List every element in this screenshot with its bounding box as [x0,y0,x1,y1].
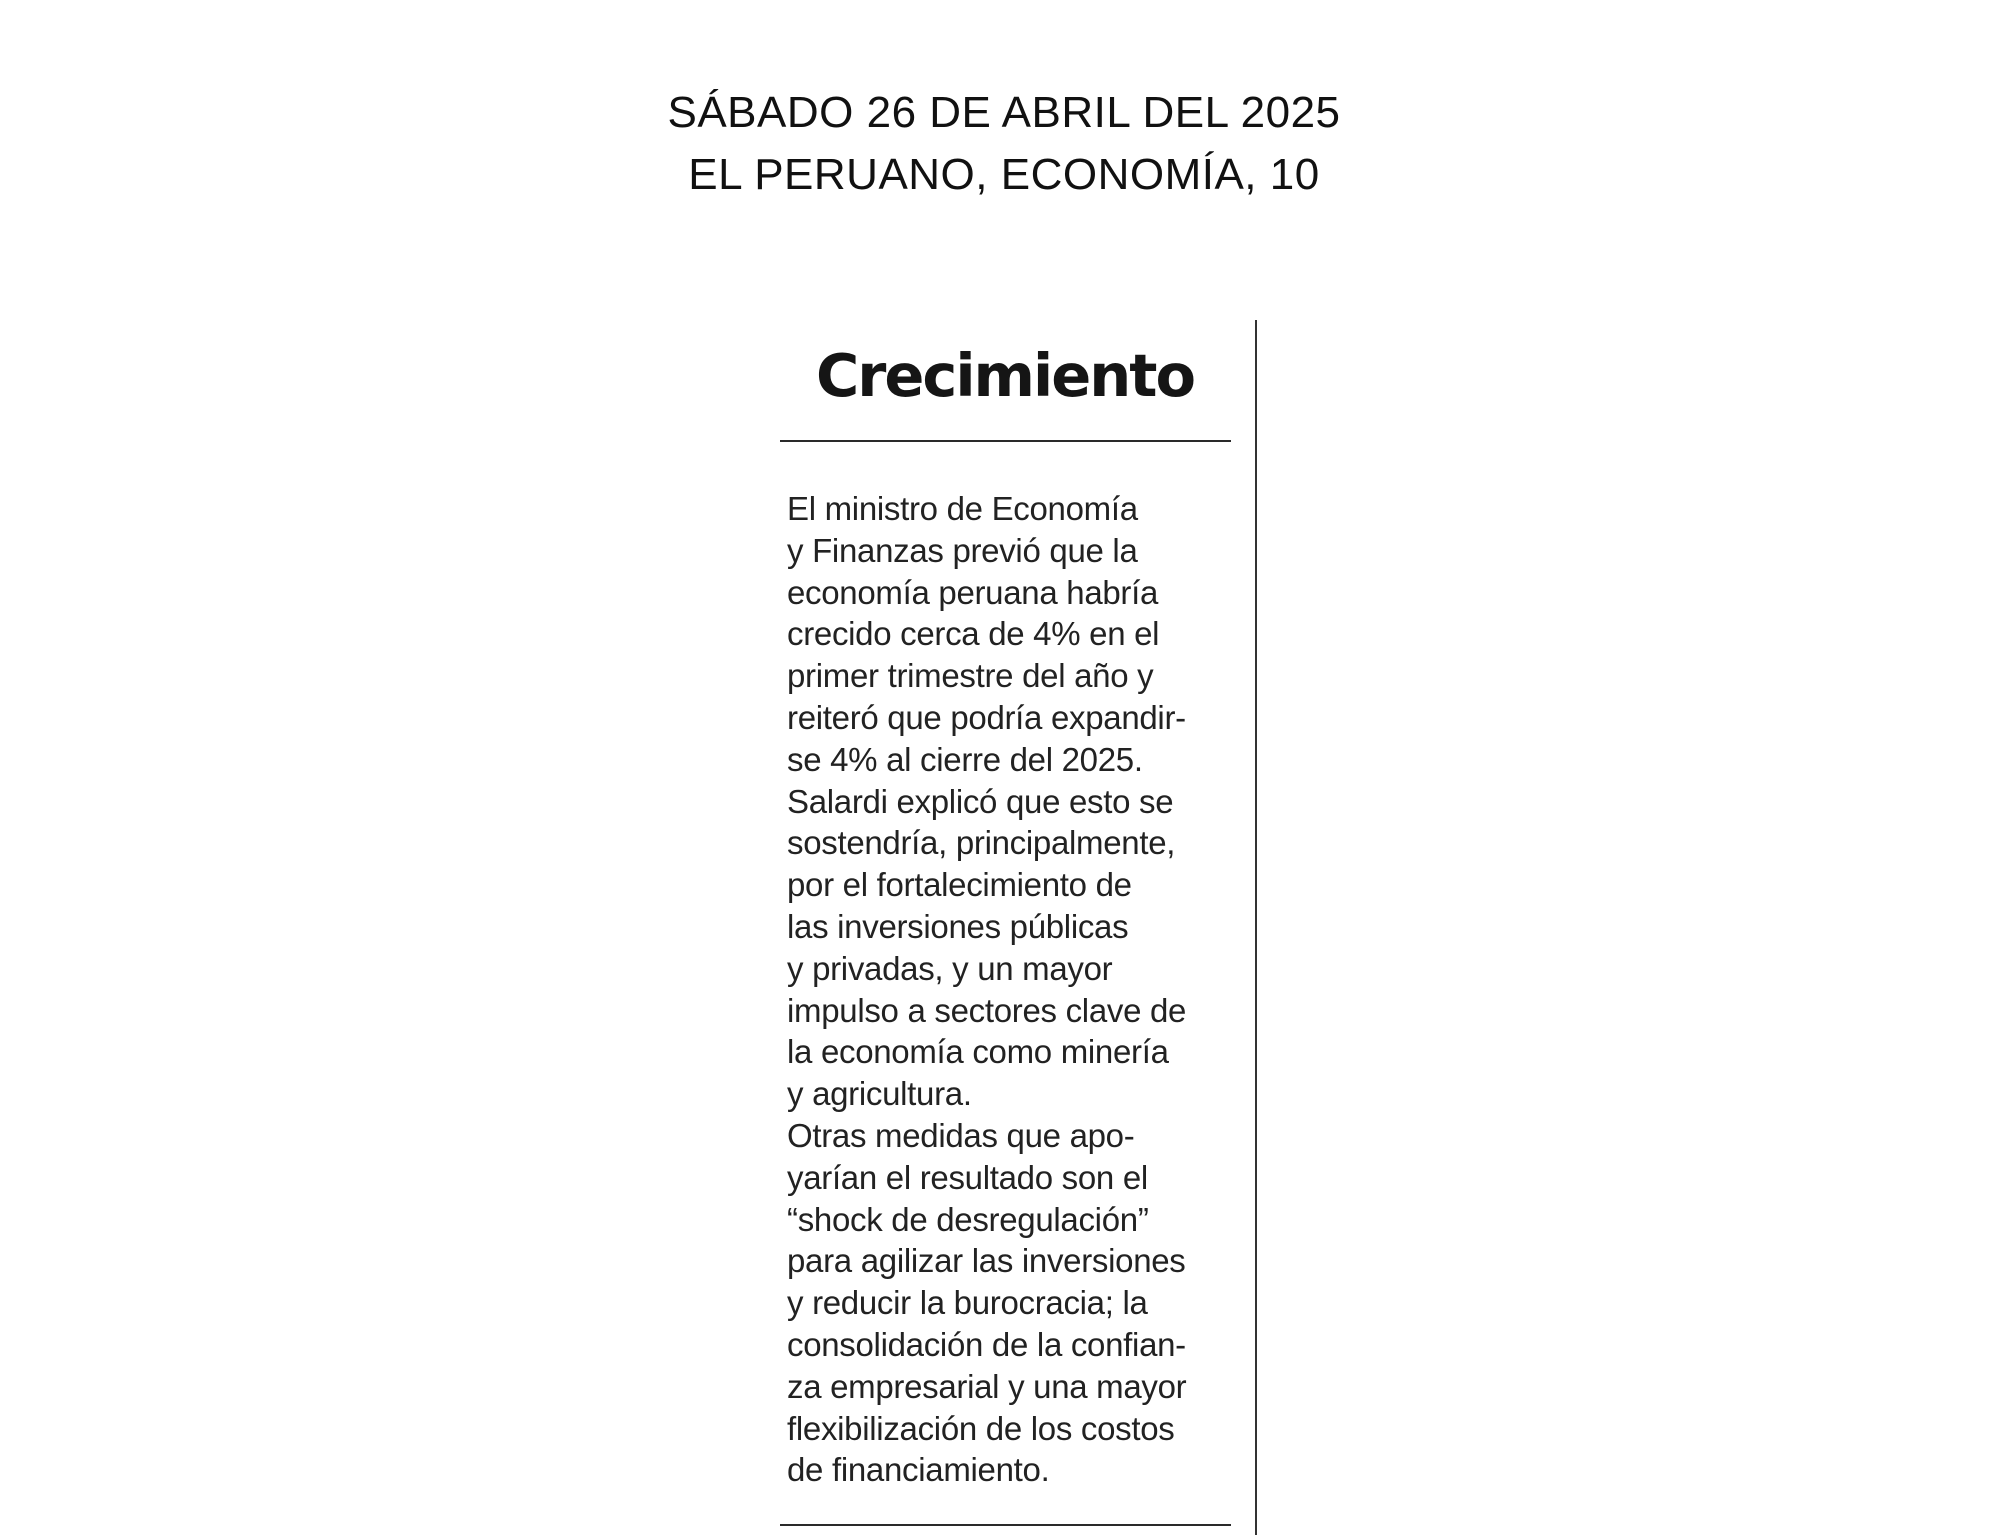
article-headline: Crecimiento [815,341,1195,410]
body-line: Otras medidas que apo- [787,1116,1135,1154]
body-line: y privadas, y un mayor [787,949,1113,987]
body-line: impulso a sectores clave de [787,991,1187,1029]
body-line: “shock de desregulación” [787,1200,1149,1238]
body-line: y Finanzas previó que la [787,531,1138,569]
body-line: reiteró que podría expandir- [787,698,1186,736]
body-line: flexibilización de los costos [787,1409,1175,1447]
dateline-date: SÁBADO 26 DE ABRIL DEL 2025 [667,88,1341,137]
body-line: sostendría, principalmente, [787,824,1176,862]
body-line: por el fortalecimiento de [787,866,1132,904]
body-line: Salardi explicó que esto se [787,782,1174,820]
body-line: yarían el resultado son el [787,1158,1148,1196]
article-body [787,488,1227,1491]
body-line: za empresarial y una mayor [787,1367,1187,1405]
headline-divider [780,440,1231,442]
body-line: crecido cerca de 4% en el [787,615,1160,653]
body-line: para agilizar las inversiones [787,1242,1186,1280]
dateline-source: EL PERUANO, ECONOMÍA, 10 [688,150,1320,199]
body-line: consolidación de la confian- [787,1325,1186,1363]
article-bottom-divider [780,1524,1231,1526]
body-line: se 4% al cierre del 2025. [787,740,1143,778]
dateline [0,82,2008,206]
body-line: las inversiones públicas [787,907,1129,945]
body-line: El ministro de Economía [787,490,1138,527]
body-line: la economía como minería [787,1033,1169,1071]
column-divider [1255,320,1257,1535]
body-line: y agricultura. [787,1075,972,1113]
body-line: y reducir la burocracia; la [787,1284,1148,1322]
body-line: primer trimestre del año y [787,657,1154,695]
body-line: economía peruana habría [787,573,1159,611]
body-line: de financiamiento. [787,1451,1050,1489]
